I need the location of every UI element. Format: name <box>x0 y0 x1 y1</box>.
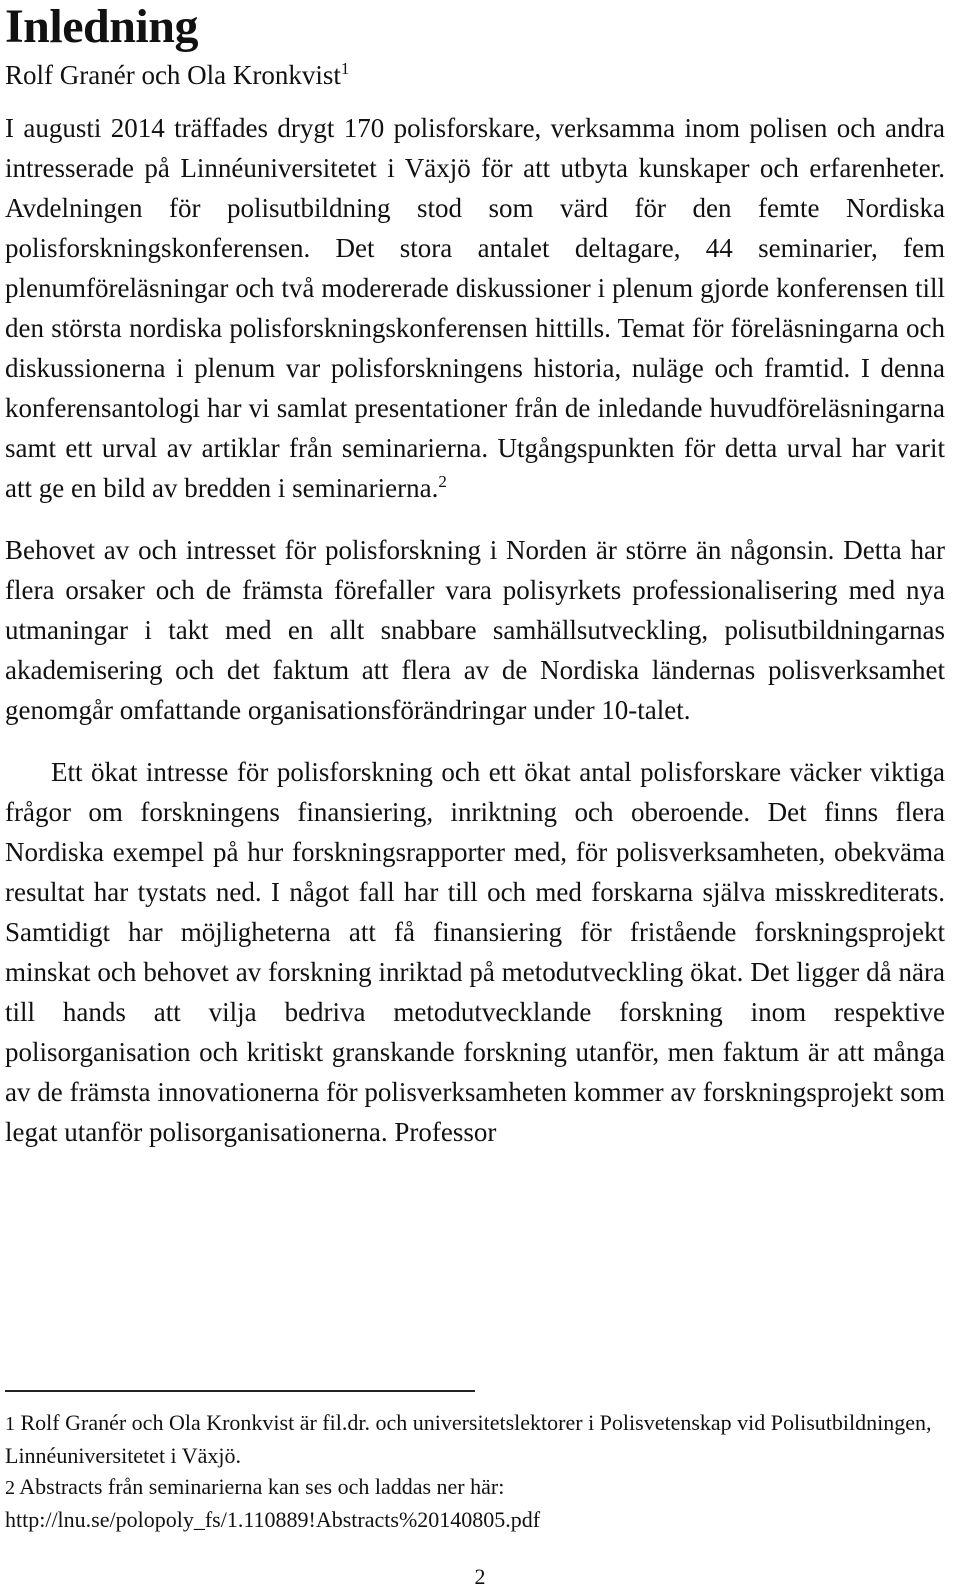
authors-text: Rolf Granér och Ola Kronkvist <box>5 60 341 90</box>
footnote-1-mark: 1 <box>5 1413 15 1435</box>
footnote-reference-2[interactable]: 2 <box>438 472 447 491</box>
paragraph-1-text: I augusti 2014 träffades drygt 170 polisforskare, verksamma inom polisen och andra intresserade på Linnéuniversitetet i Växjö för att utbyta kunskaper och erfarenheter. Avdelningen för polisutbildning stod som värd för den femte Nordiska polisforskningskonferensen. Det stora antalet deltagare, 44 seminarier, fem plenumföreläsningar och två modererade diskussioner i plenum gjorde konferensen till den största nordiska polisforskningskonferensen hittills. Temat för föreläsningarna och diskussionerna i plenum var polisforskningens historia, nuläge och framtid. I denna konferensantologi har vi samlat presentationer från de inledande huvudföreläsningarna samt ett urval av artiklar från seminarierna. Utgångspunkten för detta urval har varit att ge en bild av bredden i seminarierna. <box>5 113 945 503</box>
footnote-reference-1[interactable]: 1 <box>340 59 350 78</box>
paragraph-2: Behovet av och intresset för polisforskning i Norden är större än någonsin. Detta har flera orsaker och de främsta förefaller vara polisyrkets professionalisering med nya utmaningar i takt med en allt snabbare samhällsutveckling, polisutbildningarnas akademisering och det faktum att flera av de Nordiska ländernas polisverksamhet genomgår omfattande organisationsförändringar under 10-talet. <box>5 535 945 725</box>
footnotes <box>5 1407 945 1535</box>
footnote-divider <box>5 1390 475 1392</box>
footnote-2-text: Abstracts från seminarierna kan ses och laddas ner här: http://lnu.se/polopoly_fs/1.110889!Abstracts%20140805.pdf <box>5 1474 541 1532</box>
paragraph-3: Ett ökat intresse för polisforskning och ett ökat antal polisforskare väcker viktiga frågor om forskningens finansiering, inriktning och oberoende. Det finns flera Nordiska exempel på hur forskningsrapporter med, för polisverksamheten, obekväma resultat har tystats ned. I något fall har till och med forskarna själva misskrediterats. Samtidigt har möjligheterna att få finansiering för fristående forskningsprojekt minskat och behovet av forskning inriktad på metodutveckling ökat. Det ligger då nära till hands att vilja bedriva metodutvecklande forskning inom respektive polisorganisation och kritiskt granskande forskning utanför, men faktum är att många av de främsta innovationerna för polisverksamheten kommer av forskningsprojekt som legat utanför polisorganisationerna. Professor <box>5 757 945 1147</box>
footnote-2 <box>5 1471 945 1535</box>
footnote-1-text: Rolf Granér och Ola Kronkvist är fil.dr. och universitetslektorer i Polisvetenskap vid Polisutbildningen, Linnéuniversitetet i Växjö. <box>5 1410 932 1468</box>
document-page <box>5 0 945 1152</box>
page-number: 2 <box>474 1564 486 1589</box>
page-title: Inledning <box>5 0 198 53</box>
paragraph-1 <box>5 108 945 508</box>
footnote-1 <box>5 1407 945 1471</box>
footnote-2-mark: 2 <box>5 1477 15 1499</box>
authors-line <box>5 58 945 92</box>
